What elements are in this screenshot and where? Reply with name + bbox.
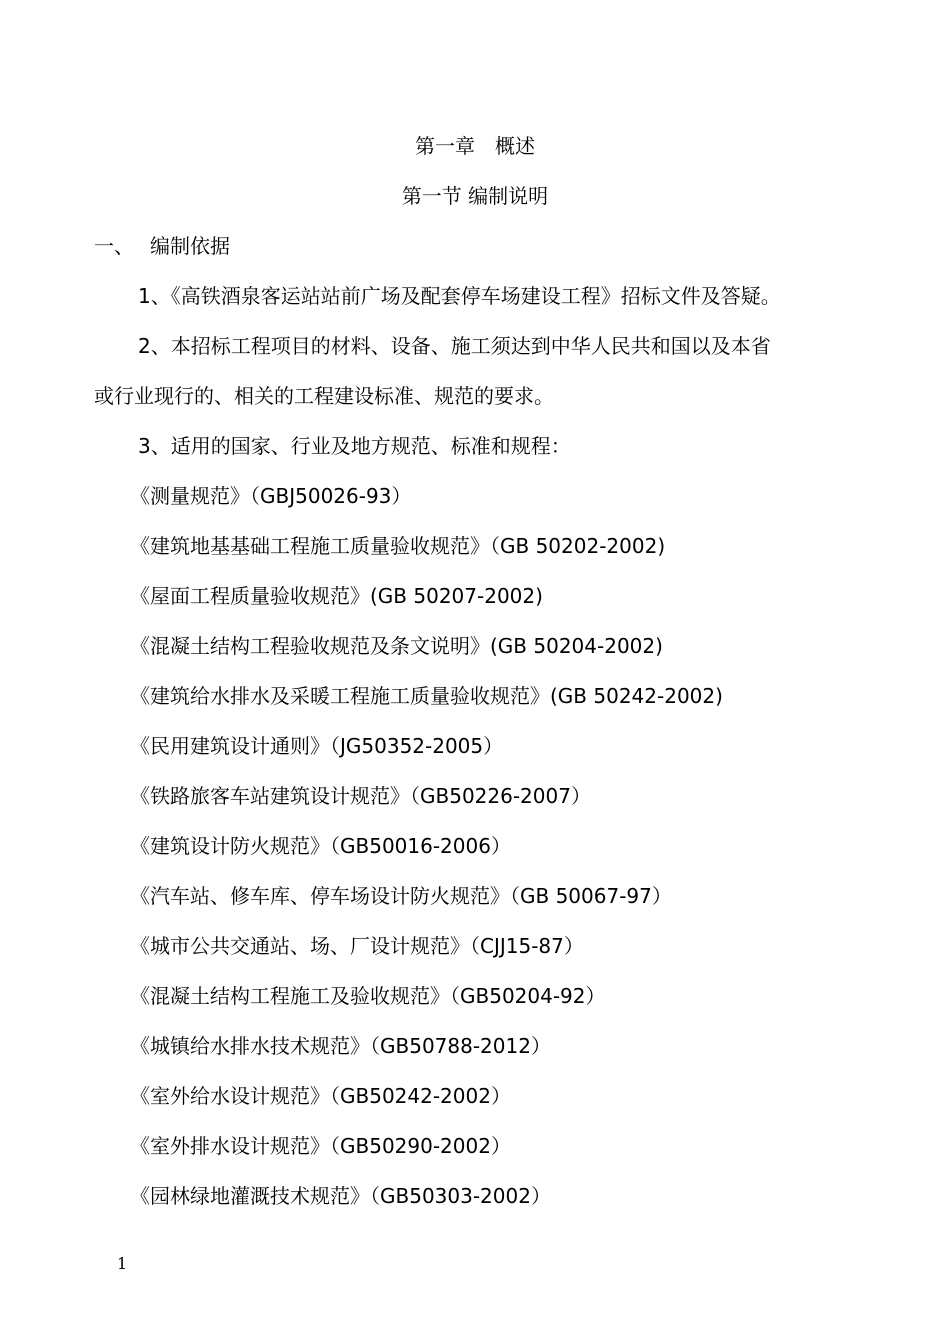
standard-item: 《建筑设计防火规范》（GB50016-2006） [130,834,511,858]
standard-item: 《屋面工程质量验收规范》(GB 50207-2002) [130,584,543,608]
standard-item: 《铁路旅客车站建筑设计规范》（GB50226-2007） [130,784,591,808]
standard-item: 《城市公共交通站、场、厂设计规范》（CJJ15-87） [130,934,584,958]
standard-item: 《建筑地基基础工程施工质量验收规范》（GB 50202-2002) [130,534,666,558]
page-number: 1 [117,1254,128,1273]
heading-compile-basis [94,232,230,260]
standard-item: 《建筑给水排水及采暖工程施工质量验收规范》(GB 50242-2002) [130,684,723,708]
standard-item: 《混凝土结构工程验收规范及条文说明》(GB 50204-2002) [130,634,663,658]
standard-item: 《园林绿地灌溉技术规范》（GB50303-2002） [130,1184,551,1208]
heading-text: 编制依据 [150,234,230,258]
section-title: 第一节 编制说明 [401,184,549,208]
standard-item: 《混凝土结构工程施工及验收规范》（GB50204-92） [130,984,606,1008]
standard-item: 《汽车站、修车库、停车场设计防火规范》（GB 50067-97） [130,884,672,908]
paragraph-2-line-2: 或行业现行的、相关的工程建设标准、规范的要求。 [94,384,554,408]
paragraph-1: 1、《高铁酒泉客运站站前广场及配套停车场建设工程》招标文件及答疑。 [138,284,781,308]
standard-item: 《测量规范》（GBJ50026-93） [130,484,412,508]
paragraph-3: 3、适用的国家、行业及地方规范、标准和规程： [138,434,571,458]
standard-item: 《城镇给水排水技术规范》（GB50788-2012） [130,1034,551,1058]
paragraph-2-line-1: 2、本招标工程项目的材料、设备、施工须达到中华人民共和国以及本省 [138,334,771,358]
standard-item: 《民用建筑设计通则》（JG50352-2005） [130,734,504,758]
chapter-title: 第一章 概述 [415,134,535,158]
standard-item: 《室外给水设计规范》（GB50242-2002） [130,1084,511,1108]
heading-number: 一、 [94,234,134,258]
standard-item: 《室外排水设计规范》（GB50290-2002） [130,1134,511,1158]
